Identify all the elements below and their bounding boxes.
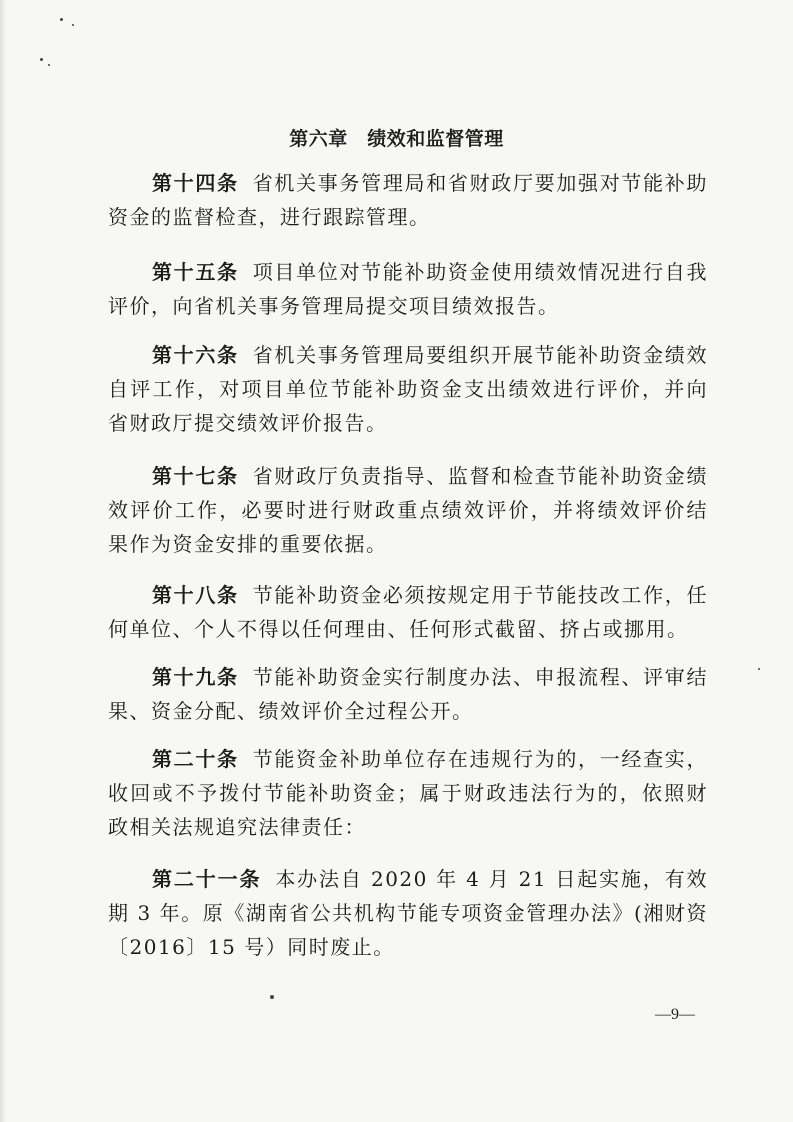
article-label: 第二十一条 bbox=[152, 867, 262, 891]
article-paragraph bbox=[108, 862, 708, 964]
article-label: 第十四条 bbox=[152, 171, 239, 195]
scan-speck bbox=[60, 18, 63, 21]
scan-speck bbox=[270, 995, 274, 999]
chapter-title: 第六章 绩效和监督管理 bbox=[289, 128, 504, 150]
article-paragraph bbox=[108, 338, 708, 440]
scan-speck bbox=[48, 64, 50, 66]
article-label: 第十五条 bbox=[152, 260, 239, 284]
article-paragraph bbox=[108, 578, 708, 646]
article-paragraph bbox=[108, 742, 708, 844]
article-paragraph bbox=[108, 166, 708, 234]
article-text: 节能资金补助单位存在违规行为的，一经查实，收回或不予拨付节能补助资金；属于财政违法行为的，依照财政相关法规追究法律责任： bbox=[108, 747, 708, 839]
scan-speck bbox=[40, 58, 43, 61]
article-text: 节能补助资金实行制度办法、申报流程、评审结果、资金分配、绩效评价全过程公开。 bbox=[108, 665, 708, 723]
article-paragraph bbox=[108, 459, 708, 561]
page-number: —9— bbox=[655, 1006, 695, 1023]
article-label: 第十九条 bbox=[152, 665, 239, 689]
article-paragraph bbox=[108, 660, 708, 728]
scan-speck bbox=[758, 668, 760, 670]
article-text: 省财政厅负责指导、监督和检查节能补助资金绩效评价工作，必要时进行财政重点绩效评价，并将绩效评价结果作为资金安排的重要依据。 bbox=[108, 464, 708, 556]
scan-speck bbox=[72, 24, 74, 26]
article-text: 节能补助资金必须按规定用于节能技改工作，任何单位、个人不得以任何理由、任何形式截留、挤占或挪用。 bbox=[108, 583, 708, 641]
article-text: 项目单位对节能补助资金使用绩效情况进行自我评价，向省机关事务管理局提交项目绩效报告。 bbox=[108, 260, 708, 318]
article-text: 本办法自 2020 年 4 月 21 日起实施，有效期 3 年。原《湖南省公共机构节能专项资金管理办法》(湘财资〔2016〕15 号）同时废止。 bbox=[108, 867, 709, 959]
article-label: 第十六条 bbox=[152, 343, 239, 367]
article-label: 第十七条 bbox=[152, 464, 239, 488]
article-paragraph bbox=[108, 255, 708, 323]
article-text: 省机关事务管理局和省财政厅要加强对节能补助资金的监督检查，进行跟踪管理。 bbox=[108, 171, 708, 229]
article-label: 第十八条 bbox=[152, 583, 239, 607]
scan-edge-shadow bbox=[0, 0, 6, 1122]
article-text: 省机关事务管理局要组织开展节能补助资金绩效自评工作，对项目单位节能补助资金支出绩效进行评价，并向省财政厅提交绩效评价报告。 bbox=[108, 343, 708, 435]
article-label: 第二十条 bbox=[152, 747, 239, 771]
